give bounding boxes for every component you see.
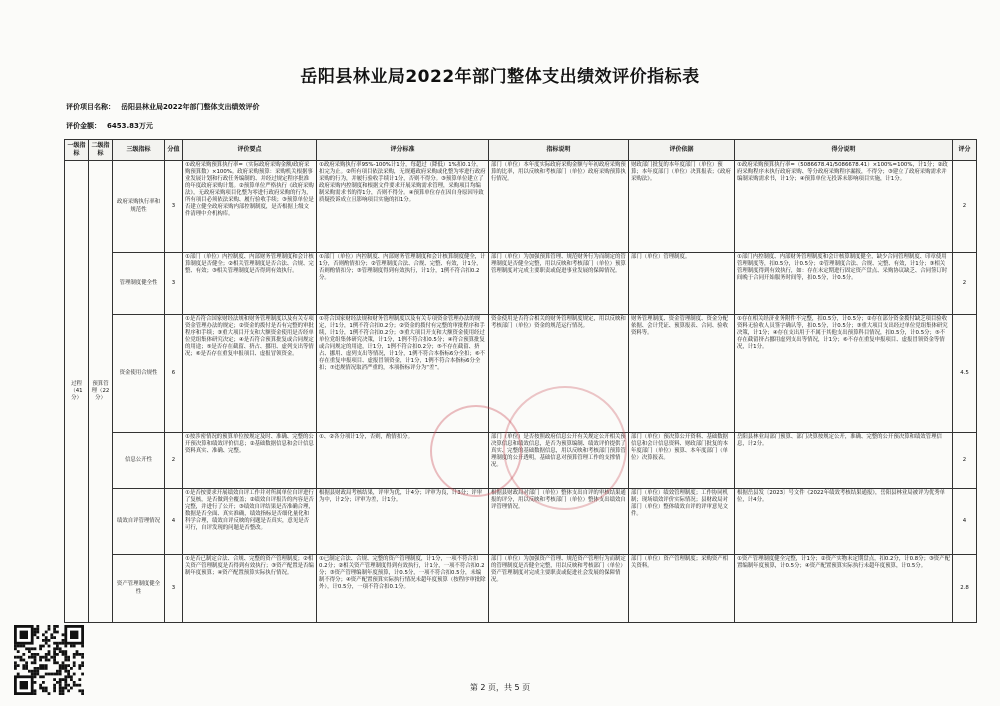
final-score-cell: 2	[953, 161, 977, 253]
level2-cell: 预算管理（22分）	[89, 161, 113, 623]
desc-cell: ①部门内控制度、内部财务管理制度和会计核算制度健全，缺少合同管理制度、印章使用管理制度等，扣0.5分，计0.5分；②管理制度合法、合规、完整、有效，计1分；③相关管理制度得到有效执行，如：存在未定期进行固定资产盘点、采购协议缺乏、合同签订时间晚于合同开始服务时间等，扣0.5分，计0.5分。	[735, 253, 953, 315]
standard-cell: ①已制定合法、合规、完整的资产管理制度，计1分，一项不符合扣0.2分；②相关资产管理制度得到有效执行，计1分，一项不符合扣0.2分；③资产管理编制年度预算，计0.5分，一项不符合扣0.5分，未编制不得分；④资产配置预算实际执行情况未超年度预算（按程序审批除外），计0.5分，一项不符合扣0.1分。	[317, 555, 489, 623]
level3-cell: 资产管理制度健全性	[113, 555, 165, 623]
header-level2: 二级指标	[89, 140, 113, 161]
desc-cell: 根据岳县发〔2023〕号文件《2022年绩效考核结果通报》，岳阳县林业局被评为优秀单位，计4分。	[735, 489, 953, 555]
level3-cell: 政府采购执行率和规范性	[113, 161, 165, 253]
header-level3: 三级指标	[113, 140, 165, 161]
desc-cell: ①政府采购预算执行率=（5086678.41/5086678.41）×100%=100%，计1分；②政府采购程序未执行政府采购、等分政府采购程序漏报，不得分；③建立了政府采购需求并编制采购需求书，计1分；④预算单位无投诉未影响项目实施，计1分。	[735, 161, 953, 253]
table-row	[65, 161, 977, 253]
basis-cell: 部门（单位）管理制度。	[629, 253, 735, 315]
desc-cell: ①资产管理制度健全完整，计1分；②资产实物未定期盘点，扣0.2分，计0.8分；③资产配置编制年度预算，计0.5分；④资产配置预算实际执行未超年度预算，计0.5分。	[735, 555, 953, 623]
table-row	[65, 555, 977, 623]
explain-cell: 部门（单位）本年度实际政府采购金额与年初政府采购预算的比率，用以反映和考核部门（单位）政府采购预算执行情况。	[489, 161, 629, 253]
standard-cell: ①符合国家财经法规和财务管理制度以及有关专项资金管理办法的规定，计1分，1例不符合扣0.2分；②资金的拨付有完整的审批程序和手续，计1分，1例不符合扣0.2分；③重大项目开支和大额资金使用经过单位党组集体研究决策，计1分，1例不符合扣0.5分；④符合预算批复或合同规定的用途，计1分，1例不符合扣0.2分；⑤不存在截留、挤占、挪用、虚列支出等情况，计1分，1例不符合本指标6分全扣；⑥不存在重复申报项目、虚报冒领资金，计1分，1例不符合本指标6分全扣；⑦违规情况取消严重的，本项指标评分为“差”。	[317, 315, 489, 433]
header-desc: 得分说明	[735, 140, 953, 161]
desc-cell: 岳阳县林业局部门预算、部门决算按规定公开，准确、完整的公开预决算和绩效管理信息，计2分。	[735, 433, 953, 489]
amount-value: 6453.83万元	[107, 122, 153, 130]
standard-cell: 根据县财政局考核结果，评审为优，计4分；评审为良，计3分；评审为中，计2分；评审为差，计1分。	[317, 489, 489, 555]
standard-cell: ①政府采购执行率95%-100%计1分，每超过（降低）1%扣0.1分，扣完为止。②所有项目依法采购，无规避政府采购或化整为零进行政府采购的行为，并履行验收手续计1分，否则不得分。③预算单位建立了政府采购内控制度和根据文件要求开展采购需求管理，采购项目均编制采购需求书的得1分，否则不得分。④预算单位存在因自身原因导致质疑投诉成立且影响项目实施的扣1分。	[317, 161, 489, 253]
score-cell: 2	[165, 433, 183, 489]
points-cell: ①按涉密情况的预算单位按规定及时、准确、完整的公开预决算和绩效评价信息；②基础数据信息和会计信息资料真实、准确、完整。	[183, 433, 317, 489]
level1-cell: 过程（41分）	[65, 161, 89, 623]
score-cell: 3	[165, 555, 183, 623]
page-title: 岳阳县林业局2022年部门整体支出绩效评价指标表	[300, 67, 700, 87]
explain-cell: 部门（单位）是否按照政府信息公开有关规定公开相关预决算信息和绩效信息，是否为预算编制、绩效评价提供了真实、完整的基础数据信息，用以反映和考核部门预算管理制度的公开透明，基础信息对预算管理工作的支撑情况。	[489, 433, 629, 489]
explain-cell: 根据县财政局对部门（单位）整体支出自评的审核结果通报的评分，用以反映和考核部门（单位）整体支出绩效自评管理情况。	[489, 489, 629, 555]
header-basis: 评价依据	[629, 140, 735, 161]
basis-cell: 财务管理制度、资金管理制度、资金分配依据、会计凭证、预算报表、合同、验收资料等。	[629, 315, 735, 433]
standard-cell: ①、②各分项计1分，否则，酌情扣分。	[317, 433, 489, 489]
table-row	[65, 315, 977, 433]
project-info	[66, 102, 265, 112]
explain-cell: 部门（单位）为加强资产管理、规范资产管理行为而制定的管理制度是否健全完整，用以反映和考核部门（单位）资产管理制度对完成主要职责或促进社会发展的保障情况。	[489, 555, 629, 623]
table-row	[65, 433, 977, 489]
table-header-row	[65, 140, 977, 161]
explain-cell: 资金使用是否符合相关的财务管理制度规定，用以反映和考核部门（单位）资金的规范运行情况。	[489, 315, 629, 433]
final-score-cell: 2.8	[953, 555, 977, 623]
final-score-cell: 4.5	[953, 315, 977, 433]
level3-cell: 资金使用合规性	[113, 315, 165, 433]
final-score-cell: 2	[953, 253, 977, 315]
explain-cell: 部门（单位）为加强预算管理、规范财务行为而制定的管理制度是否健全完整，用以反映和考核部门（单位）预算管理制度对完成主要职责或促进事业发展的保障情况。	[489, 253, 629, 315]
page-number: 第 2 页，共 5 页	[469, 683, 531, 692]
table-row	[65, 253, 977, 315]
basis-cell: 部门（单位）资产管理制度；采购资产相关资料。	[629, 555, 735, 623]
score-cell: 3	[165, 161, 183, 253]
points-cell: ①是否符合国家财经法规和财务管理制度以及有关专项资金管理办法的规定；②资金的拨付是否有完整的审批程序和手续；③重大项目开支和大额资金使用是否经单位党组集体研究决定；④是否符合预算批复或合同规定的用途；⑤是否存在截留、挤占、挪用、虚列支出等情况；⑥是否存在重复申报项目、虚报冒领资金。	[183, 315, 317, 433]
project-name: 岳阳县林业局2022年部门整体支出绩效评价	[121, 103, 260, 111]
header-score: 分值	[165, 140, 183, 161]
basis-cell: 部门（单位）绩效管理制度；工作协同机制；现场绩效评价实际情况；县财政局对部门（单位）整体绩效自评的评审意见文件。	[629, 489, 735, 555]
standard-cell: ①部门（单位）内控制度、内部财务管理制度和会计核算制度健全，计1分，否则酌情扣分；②管理制度合法、合规、完整、有效，计1分，否则酌情扣分；③管理制度得到有效执行，计1分，1例不符合扣0.2分。	[317, 253, 489, 315]
score-cell: 4	[165, 489, 183, 555]
basis-cell: 财政部门批复的本年度部门（单位）预算；本年度部门（单位）决算报表；《政府采购法》。	[629, 161, 735, 253]
indicator-table	[64, 139, 977, 623]
header-level1: 一级指标	[65, 140, 89, 161]
table-row	[65, 489, 977, 555]
final-score-cell: 2	[953, 433, 977, 489]
points-cell: ①政府采购预算执行率=（实际政府采购金额/政府采购预算数）×100%。政府采购预算：采购机关根据事业发展计划和行政任务编制的、并经过规定程序批准的年度政府采购计划。②预算单位严格执行《政府采购法》，无政府采购项目化整为零进行政府采购的行为，所有项目必须依法采购、履行验收手续；③预算单位是否建立健全政府采购内部控制制度，是否根据上级文件清理中介机构库。	[183, 161, 317, 253]
points-cell: ①部门（单位）内控制度、内部财务管理制度和会计核算制度是否健全；②相关管理制度是否合法、合规、完整、有效；③相关管理制度是否得到有效执行。	[183, 253, 317, 315]
header-standard: 评分标准	[317, 140, 489, 161]
amount-info	[66, 121, 159, 131]
header-final: 评分	[953, 140, 977, 161]
header-explain: 指标说明	[489, 140, 629, 161]
amount-label: 评价金额：	[66, 122, 101, 130]
score-cell: 3	[165, 253, 183, 315]
score-cell: 6	[165, 315, 183, 433]
final-score-cell: 4	[953, 489, 977, 555]
level3-cell: 管理制度健全性	[113, 253, 165, 315]
points-cell: ①是否已制定合法、合规、完整的资产管理制度；②相关资产管理制度是否得到有效执行；③资产配置是否编制年度预算；④资产配置预算实际执行情况。	[183, 555, 317, 623]
level3-cell: 信息公开性	[113, 433, 165, 489]
header-points: 评价要点	[183, 140, 317, 161]
points-cell: ①是否按要求开展绩效自评工作并对所属单位自评进行了复核，是否做到全覆盖；②绩效自评报告的内容是否完整，并进行了公开；③绩效自评结果是否准确合理，数据是否全面、真实准确，绩效指标是否细化量化和科学合理，绩效自评反映的问题是否真实，意见是否可行，自评发现的问题是否整改。	[183, 489, 317, 555]
level3-cell: 绩效自评管理情况	[113, 489, 165, 555]
project-label: 评价项目名称：	[66, 103, 115, 111]
basis-cell: 部门（单位）预决算公开资料、基础数据信息和会计信息资料、财政部门批复的本年度部门（单位）预算、本年度部门（单位）决算报表。	[629, 433, 735, 489]
desc-cell: ①存在相关经济业务附件不完整，扣0.5分，计0.5分；②存在部分资金拨付缺乏项目验收资料无验收人员签字确认等，扣0.5分，计0.5分；③重大项目支出经过单位党组集体研究决策，计1分；④存在支出用于不属于其他支出预算科目情况，扣0.5分，计0.5分；⑤不存在截留挤占挪用虚列支出等情况，计1分；⑥不存在重复申报项目、虚报冒领资金等情况，计1分。	[735, 315, 953, 433]
